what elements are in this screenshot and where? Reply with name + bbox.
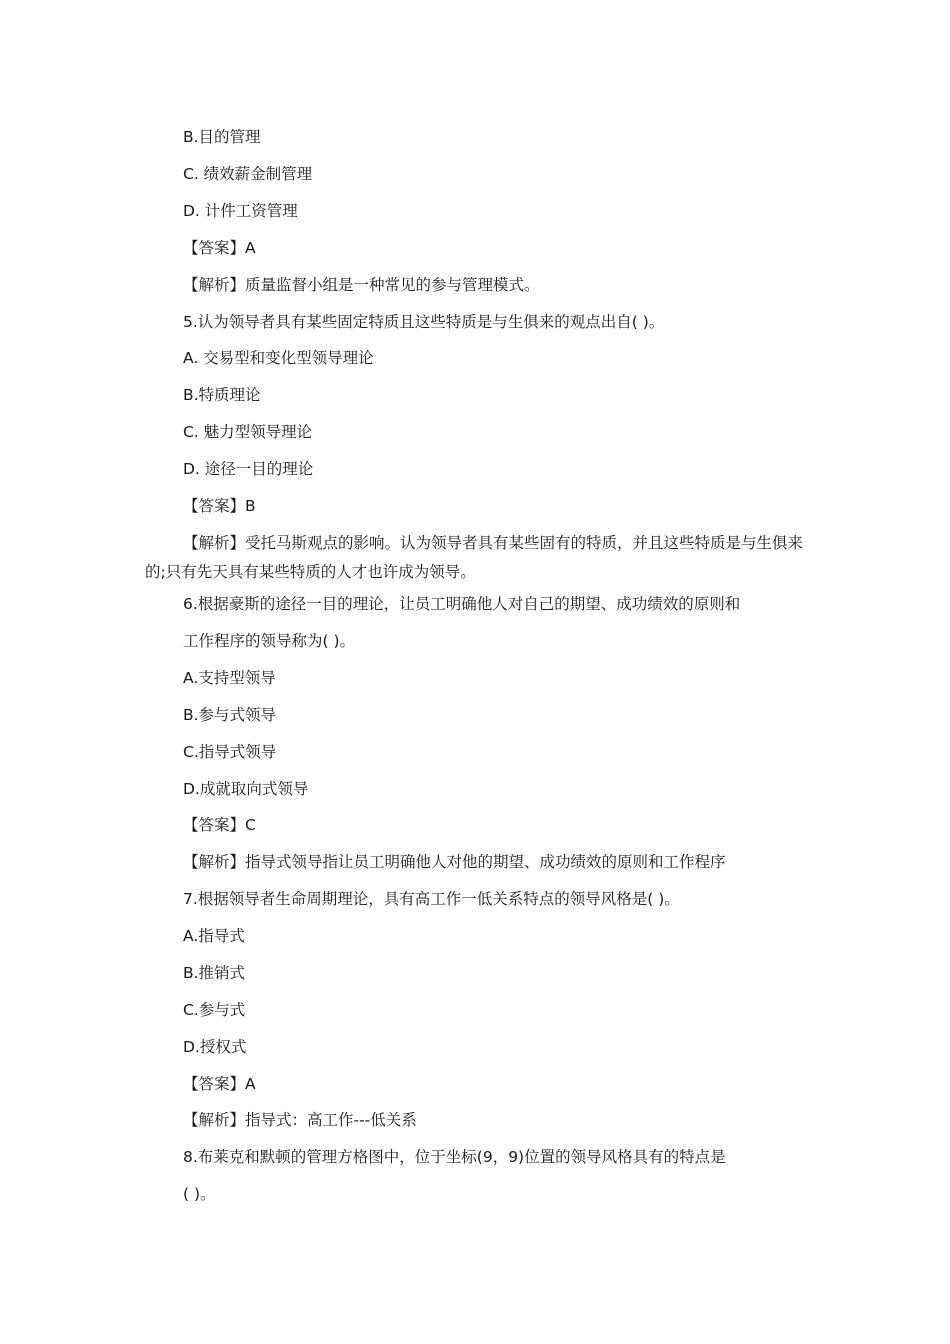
option-b-q7: B.推销式: [183, 964, 246, 982]
option-a-q6: A.支持型领导: [183, 669, 276, 687]
explanation-q7: 【解析】指导式：高工作---低关系: [183, 1111, 417, 1129]
question-6-line-2: 工作程序的领导称为( )。: [183, 632, 356, 650]
answer-q5: 【答案】B: [183, 497, 256, 515]
option-c-q6: C.指导式领导: [183, 743, 277, 761]
option-d-q6: D.成就取向式领导: [183, 780, 309, 798]
option-a-q7: A.指导式: [183, 927, 245, 945]
option-c-q7: C.参与式: [183, 1001, 246, 1019]
option-b-q4: B.目的管理: [183, 128, 261, 146]
option-a-q5: A. 交易型和变化型领导理论: [183, 349, 374, 367]
answer-q6: 【答案】C: [183, 816, 256, 834]
explanation-q5: 【解析】受托马斯观点的影响。认为领导者具有某些固有的特质，并且这些特质是与生俱来的;只有先天具有某些特质的人才也许成为领导。: [145, 534, 804, 581]
option-d-q4: D. 计件工资管理: [183, 202, 298, 220]
explanation-q4: 【解析】质量监督小组是一种常见的参与管理模式。: [183, 276, 540, 294]
question-8-line-1: 8.布莱克和默顿的管理方格图中，位于坐标(9，9)位置的领导风格具有的特点是: [183, 1148, 726, 1166]
question-5: 5.认为领导者具有某些固定特质且这些特质是与生俱来的观点出自( )。: [183, 313, 665, 331]
question-6-line-1: 6.根据豪斯的途径一目的理论，让员工明确他人对自己的期望、成功绩效的原则和: [183, 595, 741, 613]
answer-q4: 【答案】A: [183, 239, 256, 257]
option-d-q7: D.授权式: [183, 1038, 247, 1056]
explanation-q6: 【解析】指导式领导指让员工明确他人对他的期望、成功绩效的原则和工作程序: [183, 853, 726, 871]
question-7: 7.根据领导者生命周期理论，具有高工作一低关系特点的领导风格是( )。: [183, 890, 680, 908]
option-d-q5: D. 途径一目的理论: [183, 460, 314, 478]
option-c-q4: C. 绩效薪金制管理: [183, 165, 313, 183]
question-8-line-2: ( )。: [183, 1185, 216, 1203]
answer-q7: 【答案】A: [183, 1075, 256, 1093]
option-c-q5: C. 魅力型领导理论: [183, 423, 313, 441]
option-b-q5: B.特质理论: [183, 386, 261, 404]
option-b-q6: B.参与式领导: [183, 706, 277, 724]
